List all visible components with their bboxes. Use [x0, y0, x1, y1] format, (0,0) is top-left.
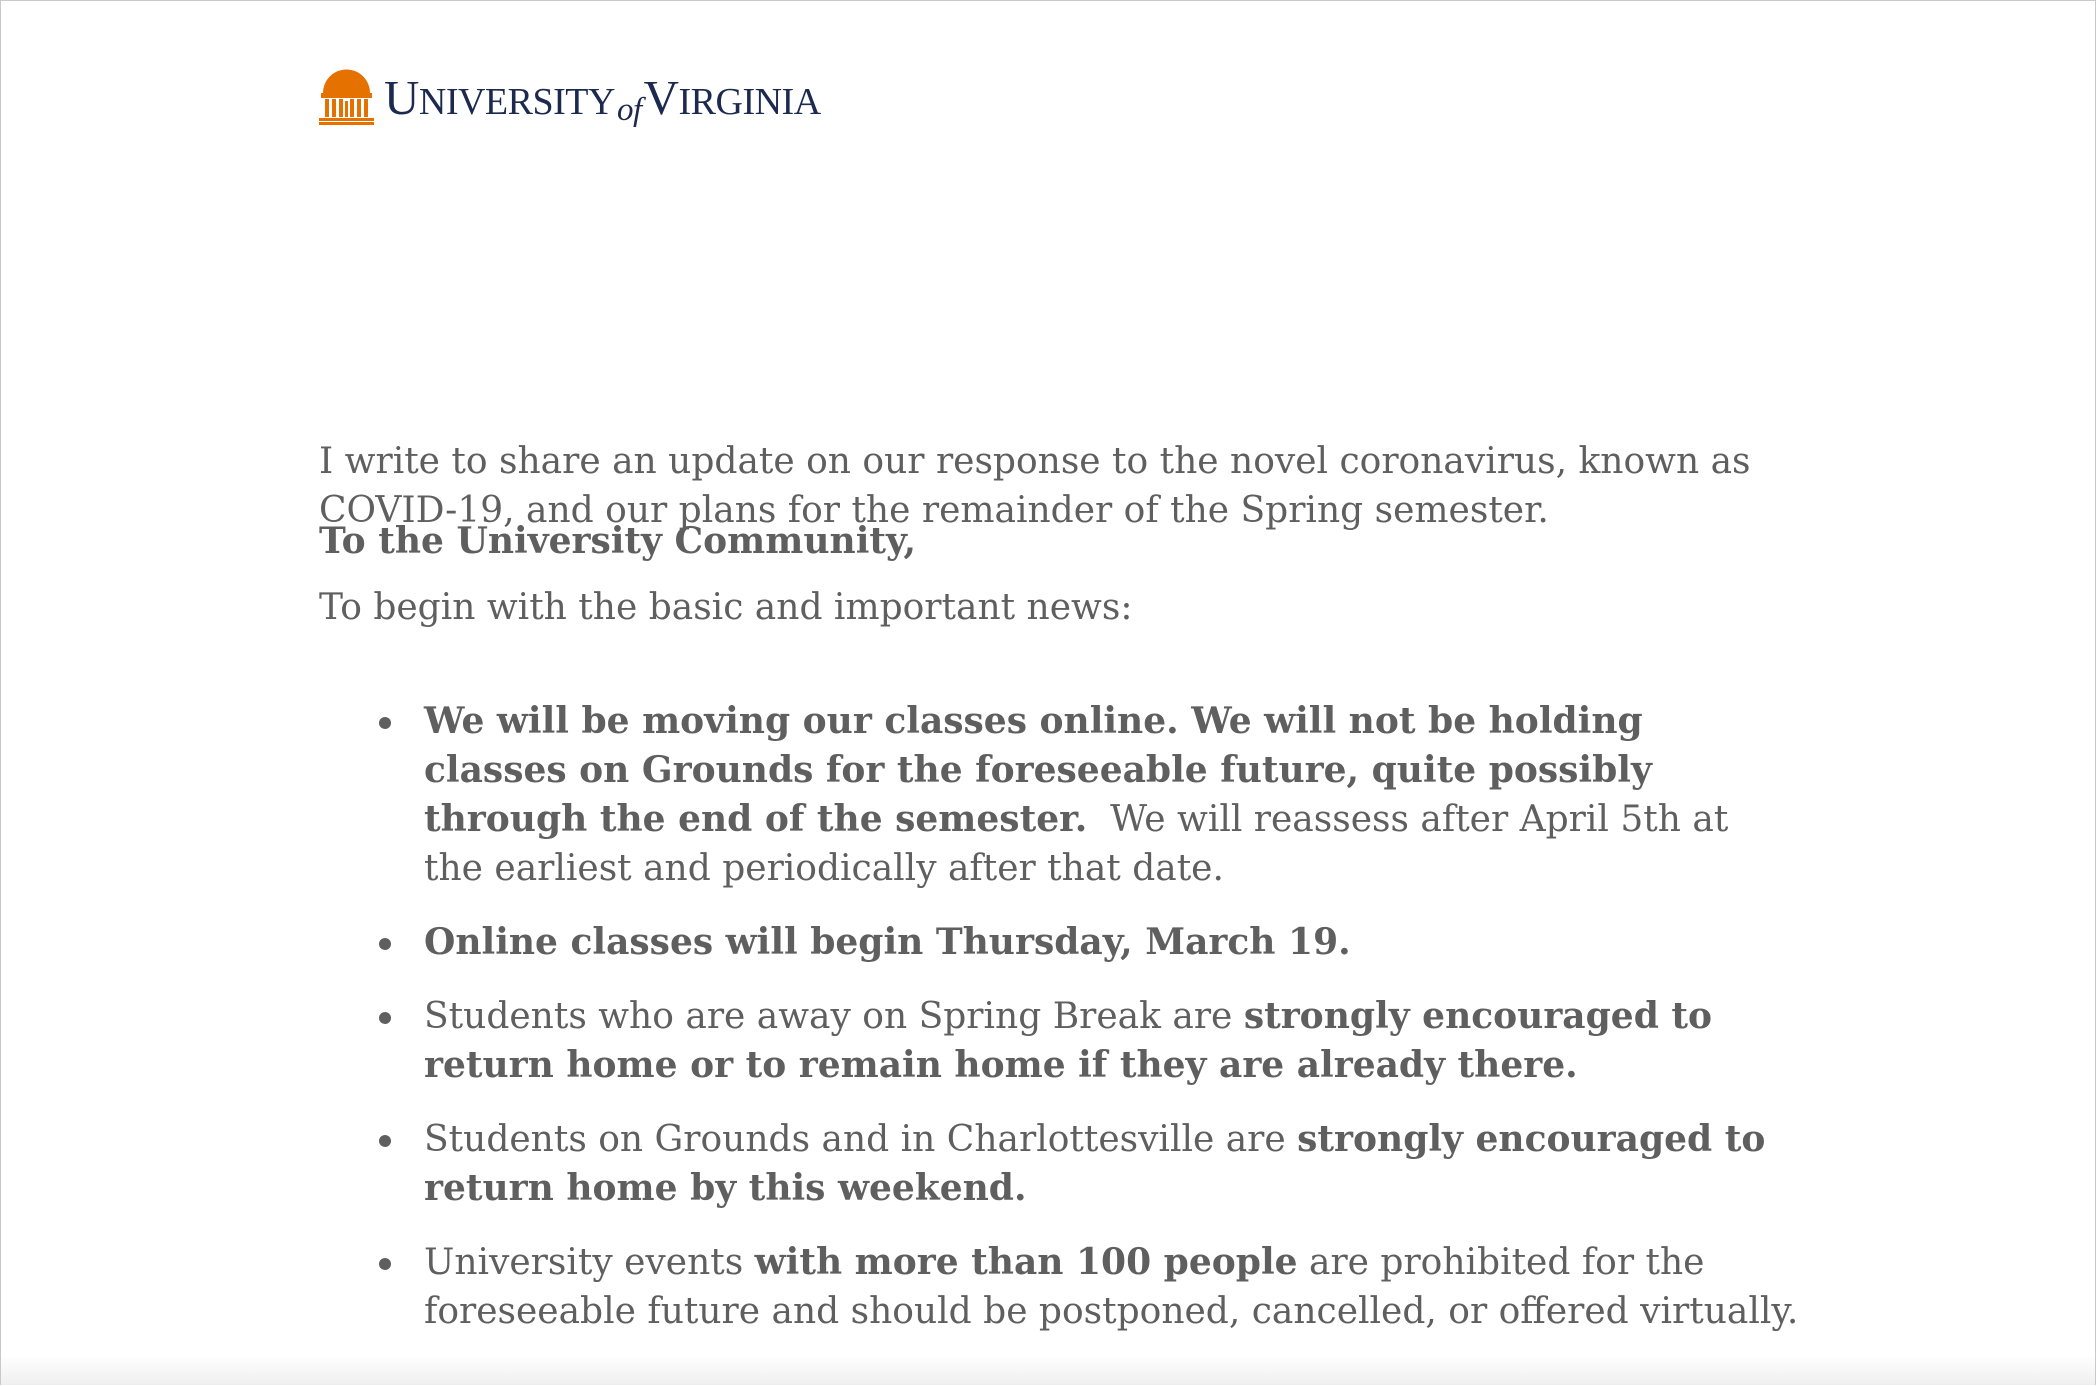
salutation: To the University Community,	[319, 520, 917, 562]
bullet-icon	[379, 717, 391, 729]
list-item: University events with more than 100 people are prohibited for the foreseeable future and should be postponed, cancelled, or offered virtually.	[379, 1238, 1799, 1336]
lead-in-paragraph: To begin with the basic and important news:	[319, 587, 1133, 628]
page-bottom-edge	[1, 1355, 2095, 1385]
logo-wordmark: UNIVERSITYofVIRGINIA	[384, 69, 821, 128]
list-item: Students who are away on Spring Break are strongly encouraged to return home or to remain home if they are already there.	[379, 992, 1799, 1090]
bullet-icon	[379, 1012, 391, 1024]
bullet-icon	[379, 1135, 391, 1147]
letter-body	[319, 67, 1799, 1332]
bullet-icon	[379, 938, 391, 950]
university-logo	[319, 67, 1789, 127]
list-item: We will be moving our classes online. We will not be holding classes on Grounds for the foreseeable future, quite possibly through the end of the semester. We will reassess after April 5th at the earliest and periodically after that date.	[379, 697, 1799, 893]
news-bullet-list	[379, 697, 1799, 1361]
list-item: Online classes will begin Thursday, March 19.	[379, 918, 1799, 967]
rotunda-icon	[319, 69, 374, 125]
intro-paragraph: I write to share an update on our response to the novel coronavirus, known as COVID-19, and our plans for the remainder of the Spring semester.	[319, 441, 1751, 531]
bullet-icon	[379, 1258, 391, 1270]
list-item: Students on Grounds and in Charlottesville are strongly encouraged to return home by this weekend.	[379, 1115, 1799, 1213]
